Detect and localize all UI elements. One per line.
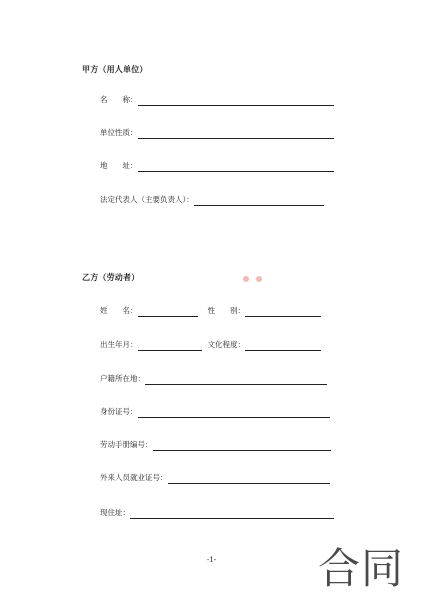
party-b-name-label: 姓 名： — [100, 306, 138, 315]
party-b-gender-label: 性 别： — [207, 306, 245, 315]
party-a-name-blank[interactable] — [138, 95, 334, 106]
party-b-residence-label: 现住址： — [100, 508, 130, 517]
party-b-birth-education-row — [100, 339, 321, 351]
party-a-type-blank[interactable] — [138, 128, 334, 139]
party-b-gender-blank[interactable] — [245, 306, 321, 317]
party-b-id-blank[interactable] — [138, 407, 330, 418]
party-b-birth-label: 出生年月： — [100, 340, 138, 349]
dot-icon — [243, 276, 249, 282]
party-b-work-permit-blank[interactable] — [168, 473, 330, 484]
party-a-name-row — [100, 94, 334, 106]
party-b-birth-blank[interactable] — [138, 340, 202, 351]
decorative-dots — [243, 276, 262, 282]
party-b-residence-blank[interactable] — [130, 508, 334, 519]
party-b-work-permit-row — [100, 472, 330, 484]
party-a-representative-label: 法定代表人（主要负责人）： — [100, 195, 194, 204]
page-number: -1- — [206, 556, 217, 564]
party-a-name-label: 名 称： — [100, 95, 138, 104]
watermark-logo: 合同 — [318, 544, 405, 593]
party-a-heading: 甲方（用人单位） — [82, 65, 148, 74]
party-a-address-label: 地 址： — [100, 161, 138, 170]
party-a-representative-blank[interactable] — [194, 195, 324, 206]
party-b-labor-book-label: 劳动手册编号： — [100, 440, 153, 449]
party-a-representative-row — [100, 194, 324, 206]
party-b-household-blank[interactable] — [145, 374, 327, 385]
party-b-name-gender-row — [100, 305, 321, 317]
party-b-household-label: 户籍所在地： — [100, 374, 145, 383]
dot-icon — [256, 276, 262, 282]
party-b-work-permit-label: 外来人员就业证号： — [100, 473, 168, 482]
party-b-education-blank[interactable] — [245, 340, 321, 351]
party-b-education-label: 文化程度： — [207, 340, 245, 349]
party-b-labor-book-blank[interactable] — [153, 440, 331, 451]
party-a-type-label: 单位性质： — [100, 128, 138, 137]
party-b-household-row — [100, 373, 327, 385]
party-a-address-blank[interactable] — [138, 161, 334, 172]
party-b-id-label: 身份证号： — [100, 407, 138, 416]
party-a-type-row — [100, 127, 334, 139]
party-b-name-blank[interactable] — [138, 306, 198, 317]
party-b-id-row — [100, 406, 330, 418]
party-a-address-row — [100, 160, 334, 172]
party-b-labor-book-row — [100, 439, 331, 451]
party-b-residence-row — [100, 507, 334, 519]
party-b-heading: 乙方（劳动者） — [82, 273, 140, 282]
